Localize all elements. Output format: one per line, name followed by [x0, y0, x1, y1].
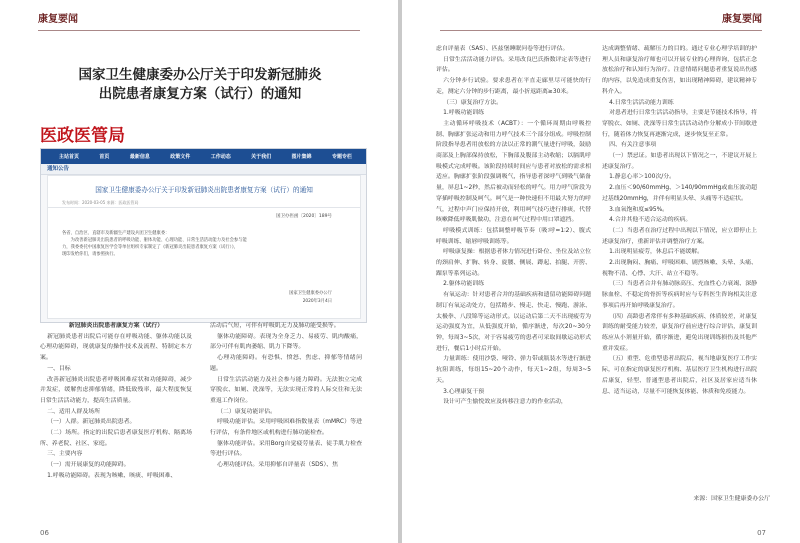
text-paragraph: （三）当患者合并有肺动脉高压、充血性心力衰竭、深静脉血栓、不稳定的骨折等疾病时应与专科医生咨询相关注意事项后再开始呼吸康复治疗。 [602, 281, 757, 309]
notice-body [62, 230, 348, 258]
notice-signature-block [289, 290, 332, 306]
text-paragraph: 呼吸功能评估。采用呼吸困难指数量表（mMRC）等进行评估，有条件地区或机构进行肺功能检查。 [210, 419, 362, 437]
text-paragraph: 日常生活活动能力评估。采用改良巴氏指数评定表等进行评估。 [436, 56, 591, 74]
notice-body-line: 为改善新冠肺炎出院患者的呼吸功能、躯体功能、心理功能、日常生活活动能力及社会参与能 [70, 238, 247, 243]
article-title-line1: 国家卫生健康委办公厅关于印发新冠肺炎 [78, 67, 322, 83]
text-paragraph: 设计可产生愉悦效应及转移注意力的作业活动， [443, 399, 567, 406]
left-header-rule [38, 30, 360, 31]
text-paragraph: （二）康复功能评估。 [217, 408, 276, 415]
notice-body-line: 各省、自治区、直辖市及新疆生产建设兵团卫生健康委： [62, 231, 170, 236]
nav-item-home-main[interactable]: 主站首页 [59, 154, 80, 160]
text-paragraph: 躯体功能障碍。表现为全身乏力、易疲劳、肌肉酸痛，部分可伴有肌肉萎缩、肌力下降等。 [210, 333, 362, 351]
notice-section-label: 通知公告 [41, 164, 366, 175]
notice-signature: 国家卫生健康委办公厅 [289, 291, 332, 296]
nav-item-policy[interactable]: 政策文件 [170, 154, 191, 160]
text-paragraph: 六分钟步行试验。要求患者在平直走廊里尽可能快的行走，测定六分钟的步行距离，最小折返距离≥30米。 [436, 78, 591, 95]
text-paragraph: （二）当患者在治疗过程中出现以下情况，应立即停止上述康复治疗，重新评估并调整治疗方案。 [602, 227, 757, 245]
notice-document [47, 175, 361, 319]
text-paragraph: 呼吸康复操：根据患者体力情况进行卧位、坐位及站立位的颈肩伸、扩胸、转身、旋腰、侧展、蹲起、拍腿、开胯、踝泵等系列运动。 [436, 249, 591, 277]
text-paragraph: 2.血压＜90/60mmHg、＞140/90mmHg或血压波动超过基线20mmHg，并伴有明显头晕、头痛等不适症状。 [602, 185, 757, 202]
notice-document-number: 国卫办医函〔2020〕189号 [275, 214, 332, 219]
left-text-column-2 [210, 321, 362, 471]
notice-date: 2020年3月4日 [302, 299, 332, 304]
left-page-number: 06 [40, 529, 49, 537]
left-page [0, 0, 398, 543]
left-page-header: 康复要闻 [38, 14, 78, 25]
text-paragraph: 二、适用人群及场所 [47, 408, 101, 415]
text-paragraph: 活动后气短，可伴有呼吸肌无力及肺功能受损等。 [210, 323, 340, 329]
text-paragraph: 新冠肺炎患者出院后可能存在呼吸功能、躯体功能以及心理功能障碍，现就康复的操作技术及流程、特制定本方案。 [40, 333, 192, 362]
article-title-line2: 出院患者康复方案（试行）的通知 [98, 86, 302, 102]
text-paragraph: 4.日常生活活动能力训练 [609, 99, 674, 106]
text-paragraph: 力量训练：使用沙袋、哑铃、弹力带或瓶装水等进行渐进抗阻训练，每组15~20个动作，每天1~2组，每周3~5天。 [436, 356, 591, 384]
website-screenshot [40, 148, 367, 323]
text-paragraph: 有氧运动：针对患者合并的基础疾病和遗留功能障碍问题制订有氧运动处方，包括踏步、慢走、快走、慢跑、游泳、太极拳、八段锦等运动形式。以运动后第二天不出现疲劳为运动强度为宜，从低强度开始，循序渐进，每次20~30分钟，每周3~5次，对于容易疲劳的患者可采取间歇运动形式进行，餐后1小时后开始。 [436, 292, 591, 352]
text-paragraph: 心理功能评估。采用抑郁自评量表（SDS）、焦 [217, 462, 339, 469]
text-paragraph: 躯体功能评估。采用Borg自觉疲劳量表、徒手肌力检查等进行评估。 [210, 440, 362, 458]
text-paragraph: 达成调整情绪、疏解压力的目的。通过专业心理学培训的护理人员和康复治疗师也可以开展专业的心理咨询，包括正念放松治疗和认知行为治疗。注意情绪问题患者重复说出伤感的内容，以免造成重复伤害，如出现精神障碍，建议精神专科介入。 [602, 46, 757, 95]
right-page-number: 07 [757, 529, 766, 537]
article-title [50, 66, 350, 104]
nav-item-work[interactable]: 工作动态 [210, 154, 231, 160]
text-paragraph: （一）人群。新冠肺炎出院患者。 [47, 419, 136, 426]
text-paragraph: 改善新冠肺炎出院患者呼吸困难症状和功能障碍，减少并发症，缓解焦虑抑郁情绪，降低致残率，最大程度恢复日常生活活动能力，提高生活质量。 [40, 376, 192, 404]
article-source: 来源：国家卫生健康委办公厅 [693, 496, 770, 502]
nav-item-home[interactable]: 首页 [99, 154, 110, 160]
right-page [402, 0, 800, 543]
text-paragraph: 1.出现明显疲劳，休息后不能缓解。 [609, 249, 704, 256]
text-paragraph: 虑自评量表（SAS）、匹兹堡睡眠问卷等进行评估。 [436, 46, 569, 52]
notice-body-line: 力，我委委托中国康复医学会等单位组织专家制定了《新冠肺炎出院患者康复方案（试行）》， [62, 245, 239, 250]
text-paragraph: 主动循环呼吸技术（ACBT）：一个循环周期由呼吸控制、胸廓扩张运动和用力呼气技术三个部分组成。呼吸控制阶段指导患者用放松的方法以正常的潮气量进行呼吸，鼓励商部及上胸部保持放松，下胸部及腹部主动收缩；以膈肌呼吸模式完成呼吸。该阶段持续时间应与患者对放松的需求相适应。胸廓扩张阶段强调吸气，指导患者深呼气到吸气储备量，屏息1~2秒，然后被动而轻松的呼气。用力呼气阶段为穿插呼吸控制及呵气。呵气是一种快速但不用最大努力的呼气，过程中声门应保持开放，利用呵气技巧进行排痰，代替咳嗽降低呼吸肌做功，注意在呵气过程中用口罩遮挡。 [436, 120, 591, 224]
nav-item-latest[interactable]: 最新信息 [129, 154, 150, 160]
nav-item-topics[interactable]: 专题专栏 [331, 154, 352, 160]
department-name: 医政医管局 [40, 126, 125, 146]
text-paragraph: （二）场所。指定的出院后患者康复医疗机构、隔离场所、养老院、社区、家庭。 [40, 430, 192, 447]
notice-divider [48, 207, 360, 208]
nav-item-about[interactable]: 关于我们 [251, 154, 272, 160]
notice-body-line: 现印发给你们，请参照执行。 [62, 252, 118, 257]
text-paragraph: （三）康复治疗方法。 [443, 99, 502, 106]
text-paragraph: （一）禁忌证。如患者出现以下情况之一，不建议开展上述康复治疗。 [602, 153, 757, 170]
text-paragraph: 四、有关注意事项 [609, 142, 657, 149]
text-paragraph: 三、主要内容 [47, 451, 83, 458]
right-text-column-1 [436, 44, 591, 408]
text-paragraph: 一、目标 [47, 365, 71, 372]
text-paragraph: 新冠肺炎出院患者康复方案（试行） [68, 323, 164, 329]
text-paragraph: 1.呼吸功能障碍。表现为咳嗽、咳痰、呼吸困难、 [47, 472, 177, 479]
text-paragraph: 2.出现胸闷、胸痛、呼吸困难、剧烈咳嗽、头晕、头痛、视物不清、心悸、大汗、站立不稳等。 [602, 260, 757, 277]
right-page-header: 康复要闻 [722, 14, 762, 25]
text-paragraph: 日常生活活动能力及社会参与能力障碍。无法独立完成穿脱衣、如厕、洗澡等，无法实现正常的人际交往和无法重返工作岗位。 [210, 376, 362, 404]
right-header-rule [440, 30, 762, 31]
text-paragraph: 呼吸模式训练：包括调整呼吸节奏（吸∶呼=1∶2）、腹式呼吸训练、缩唇呼吸训练等。 [436, 227, 591, 245]
text-paragraph: 3.血氧饱和度≤95%。 [609, 206, 669, 213]
left-text-column-1 [40, 321, 192, 482]
text-paragraph: （四）高龄患者常伴有多种基础疾病、体质较差，对康复训练的耐受能力较差，康复治疗前应进行综合评估，康复训练应从小剂量开始，循序渐进，避免出现训练损伤及其他严重并发症。 [602, 313, 757, 352]
notice-meta: 发布时间：2020-03-05 来源：医政医管局 [62, 200, 139, 205]
text-paragraph: 1.呼吸功能训练 [443, 110, 485, 117]
text-paragraph: （一）需开展康复的功能障碍。 [47, 462, 130, 469]
text-paragraph: 3.心理康复干预 [443, 388, 485, 395]
notice-title: 国家卫生健康委办公厅关于印发新冠肺炎出院患者康复方案（试行）的通知 [95, 186, 313, 194]
text-paragraph: 4.合并其他不适合运动的疾病。 [609, 217, 692, 224]
text-paragraph: 1.静息心率＞100次/分。 [609, 174, 676, 181]
right-text-column-2 [602, 44, 757, 397]
site-nav-bar [41, 149, 366, 164]
nav-item-gallery[interactable]: 图片集锦 [291, 154, 312, 160]
text-paragraph: 2.躯体功能训练 [443, 281, 485, 288]
text-paragraph: 心理功能障碍。有恐惧、愤怒、焦虑、抑郁等情绪问题。 [210, 355, 362, 372]
text-paragraph: 对患者进行日常生活活动指导，主要是节能技术指导，将穿脱衣、如厕、洗澡等日常生活活动动作分解成小节间歇进行，随着体力恢复再逐渐完成，逐步恢复至正常。 [602, 110, 757, 138]
text-paragraph: （五）重型、危重型患者出院后，视当地康复医疗工作实际，可在指定的康复医疗机构、基层医疗卫生机构进行出院后康复，轻型、普通型患者出院后，社区及居家应适当休息、适当运动，尽量不可能恢复体能、体质和免疫能力。 [602, 356, 757, 395]
